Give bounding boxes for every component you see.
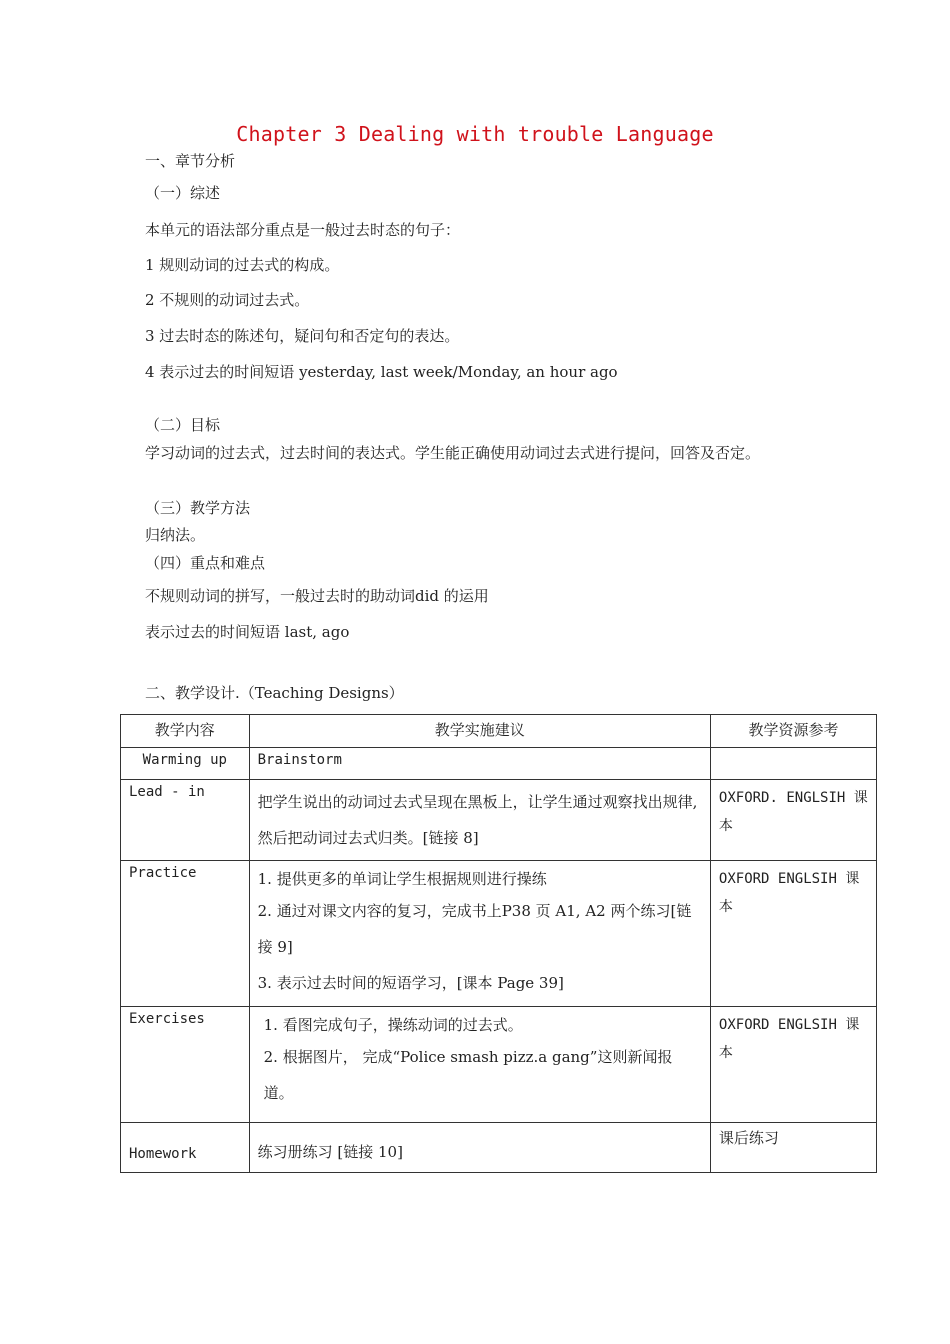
teaching-design-table [120, 714, 877, 1173]
table-row [121, 861, 877, 1007]
goal-heading: （二）目标 [145, 416, 221, 434]
overview-heading: （一）综述 [145, 184, 221, 202]
method-heading: （三）教学方法 [145, 499, 251, 517]
row-suggestion-cell: Brainstorm [249, 748, 710, 780]
section2-heading: 二、教学设计.（Teaching Designs） [145, 684, 404, 702]
row-suggestion-cell: 把学生说出的动词过去式呈现在黑板上，让学生通过观察找出规律,然后把动词过去式归类。[链接 8] [249, 780, 710, 861]
overview-intro: 本单元的语法部分重点是一般过去时态的句子： [145, 221, 461, 239]
table-row [121, 1007, 877, 1123]
grammar-point-1: 1 规则动词的过去式的构成。 [145, 256, 340, 274]
method-text: 归纳法。 [145, 526, 206, 544]
row-content-cell: Lead - in [121, 780, 250, 861]
grammar-point-3: 3 过去时态的陈述句，疑问句和否定句的表达。 [145, 327, 460, 345]
row-content-cell: Warming up [121, 748, 250, 780]
row-resource-cell: 课后练习 [710, 1123, 876, 1173]
section1-heading: 一、章节分析 [145, 152, 236, 170]
row-content-cell: Homework [121, 1123, 250, 1173]
suggestion-line: 2. 根据图片， 完成“Police smash pizz.a gang”这则新闻报道。 [263, 1048, 673, 1102]
column-header-resources: 教学资源参考 [710, 715, 876, 748]
row-suggestion-cell [249, 861, 710, 1007]
table-row [121, 1123, 877, 1173]
row-content-cell: Exercises [121, 1007, 250, 1123]
row-resource-cell: OXFORD ENGLSIH 课本 [710, 861, 876, 1007]
row-suggestion-cell: 练习册练习 [链接 10] [249, 1123, 710, 1173]
suggestion-line: 1. 看图完成句子，操练动词的过去式。 [263, 1016, 523, 1034]
suggestion-line: 3. 表示过去时间的短语学习，[课本 Page 39] [257, 974, 564, 992]
goal-text: 学习动词的过去式，过去时间的表达式。学生能正确使用动词过去式进行提问，回答及否定。 [145, 444, 761, 462]
column-header-suggestions: 教学实施建议 [249, 715, 710, 748]
table-row [121, 748, 877, 780]
grammar-point-2: 2 不规则的动词过去式。 [145, 291, 310, 309]
row-suggestion-cell [249, 1007, 710, 1123]
document-title: Chapter 3 Dealing with trouble Language [236, 122, 714, 146]
row-resource-cell [710, 748, 876, 780]
key-line-2: 表示过去的时间短语 last, ago [145, 623, 350, 641]
suggestion-line: 2. 通过对课文内容的复习，完成书上P38 页 A1, A2 两个练习[链接 9] [257, 902, 692, 956]
table-row [121, 780, 877, 861]
row-resource-cell: OXFORD. ENGLSIH 课本 [710, 780, 876, 861]
suggestion-line: 1. 提供更多的单词让学生根据规则进行操练 [257, 870, 547, 888]
row-resource-cell: OXFORD ENGLSIH 课本 [710, 1007, 876, 1123]
column-header-content: 教学内容 [121, 715, 250, 748]
table-header-row [121, 715, 877, 748]
key-line-1: 不规则动词的拼写，一般过去时的助动词did 的运用 [145, 587, 489, 605]
key-heading: （四）重点和难点 [145, 554, 266, 572]
row-content-cell: Practice [121, 861, 250, 1007]
grammar-point-4: 4 表示过去的时间短语 yesterday, last week/Monday, an hour ago [145, 363, 618, 381]
